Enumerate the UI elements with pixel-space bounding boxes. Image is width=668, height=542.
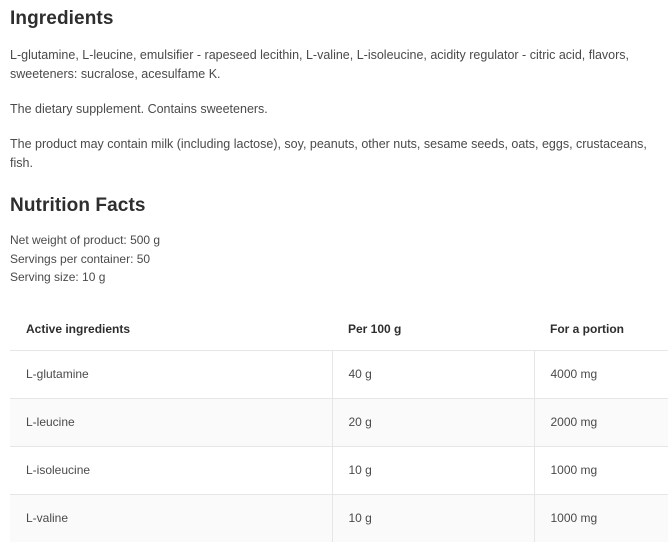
- nutrition-facts-heading: Nutrition Facts: [10, 195, 146, 216]
- cell-per-100g: 10 g: [332, 494, 534, 542]
- ingredients-heading: Ingredients: [10, 8, 114, 29]
- cell-for-a-portion: 2000 mg: [534, 398, 668, 446]
- table-row: [10, 446, 668, 494]
- cell-for-a-portion: 4000 mg: [534, 350, 668, 398]
- supplement-note: The dietary supplement. Contains sweeteners.: [10, 102, 268, 116]
- net-weight-line: Net weight of product: 500 g: [10, 233, 161, 247]
- cell-ingredient-name: L-glutamine: [10, 350, 332, 398]
- column-header-per-100g: Per 100 g: [332, 310, 534, 351]
- allergen-note: The product may contain milk (including lactose), soy, peanuts, other nuts, sesame seeds, oats, eggs, crustaceans, fish.: [10, 137, 647, 170]
- servings-per-container-line: Servings per container: 50: [10, 251, 151, 266]
- nutrition-table: [10, 310, 668, 542]
- column-header-active-ingredients: Active ingredients: [10, 310, 332, 351]
- cell-per-100g: 40 g: [332, 350, 534, 398]
- ingredients-list-text: L-glutamine, L-leucine, emulsifier - rapeseed lecithin, L-valine, L-isoleucine, acidity regulator - citric acid, flavors, sweeteners: sucralose, acesulfame K.: [10, 48, 630, 81]
- cell-for-a-portion: 1000 mg: [534, 446, 668, 494]
- cell-ingredient-name: L-valine: [10, 494, 332, 542]
- cell-per-100g: 10 g: [332, 446, 534, 494]
- cell-for-a-portion: 1000 mg: [534, 494, 668, 542]
- serving-info: [10, 217, 658, 287]
- column-header-for-a-portion: For a portion: [534, 310, 668, 351]
- cell-ingredient-name: L-isoleucine: [10, 446, 332, 494]
- cell-per-100g: 20 g: [332, 398, 534, 446]
- table-row: [10, 398, 668, 446]
- serving-size-line: Serving size: 10 g: [10, 270, 106, 284]
- table-row: [10, 350, 668, 398]
- table-header-row: [10, 310, 668, 351]
- table-row: [10, 494, 668, 542]
- cell-ingredient-name: L-leucine: [10, 398, 332, 446]
